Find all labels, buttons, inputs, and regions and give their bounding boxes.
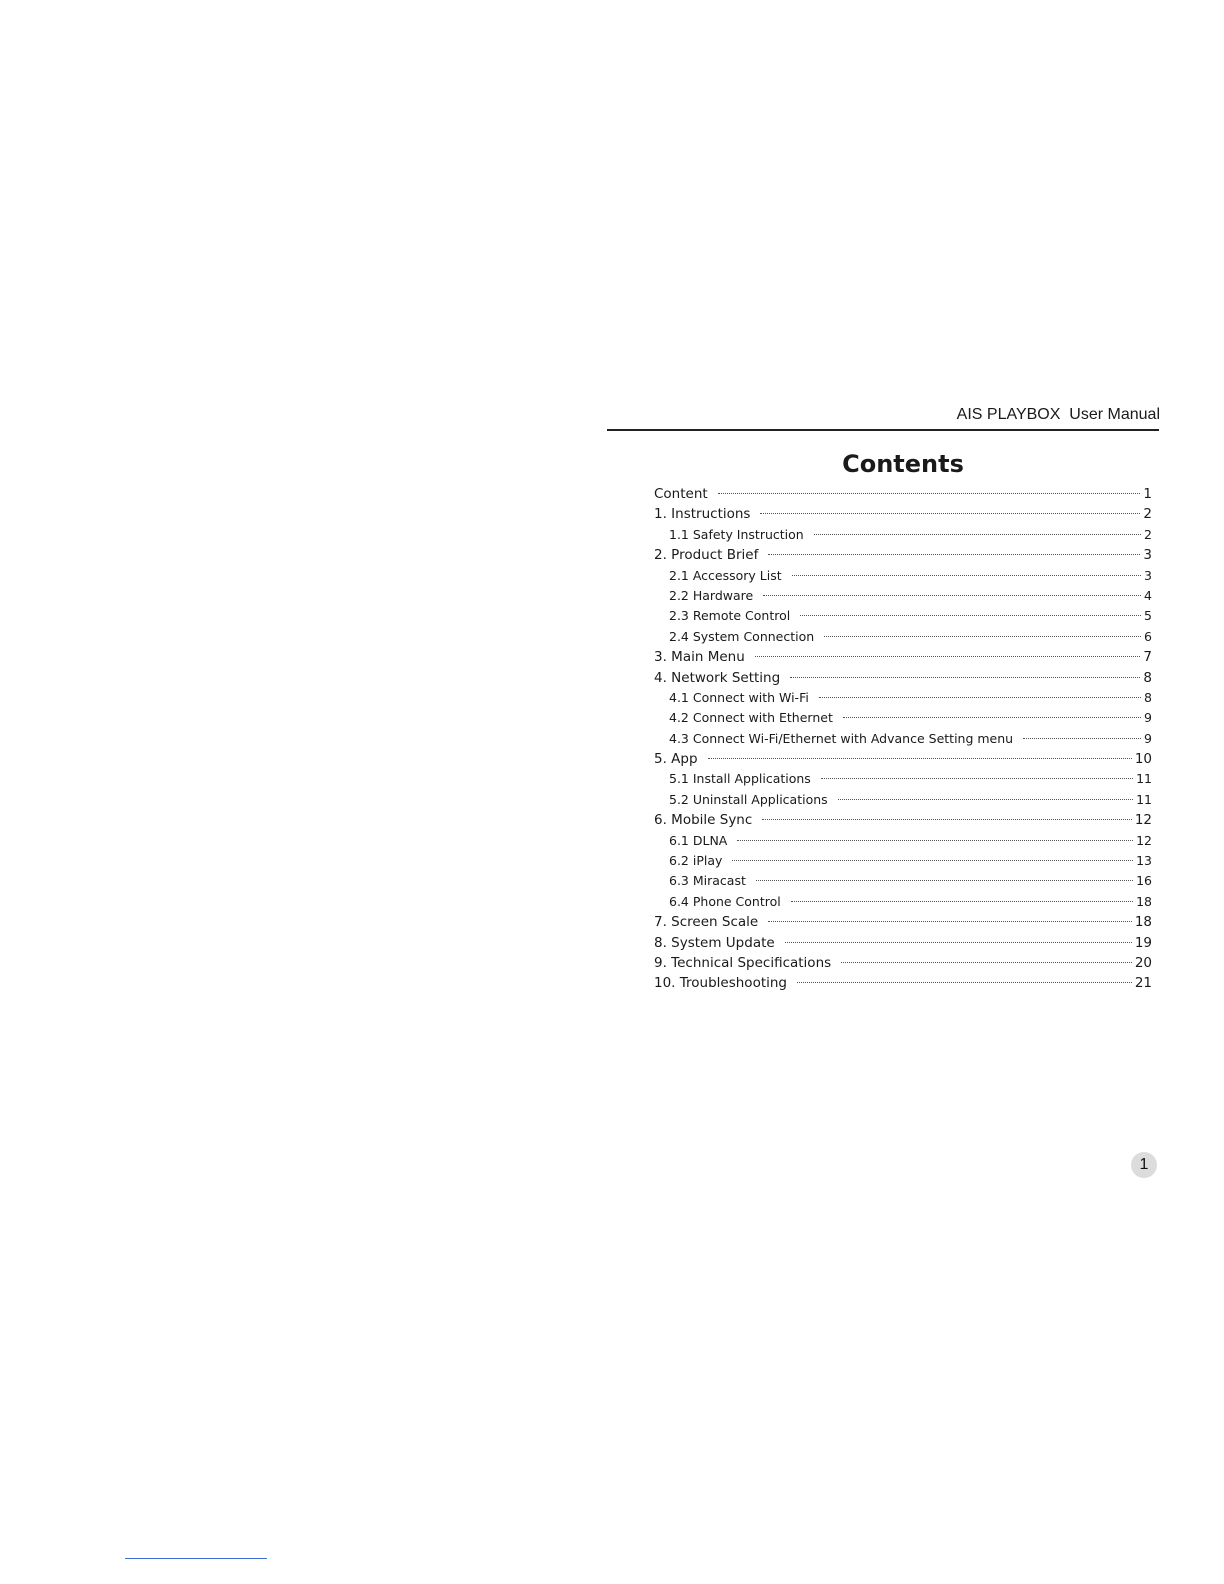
toc-entry-page: 20 [1134, 954, 1152, 971]
toc-subentry[interactable] [654, 831, 1152, 851]
toc-entry-page: 11 [1136, 771, 1152, 787]
toc-entry-label: 9. Technical Specifications [654, 954, 832, 971]
toc-entry[interactable] [654, 810, 1152, 830]
toc-entry-label: 2.4 System Connection [669, 628, 815, 644]
toc-leader-dots [762, 819, 1132, 820]
toc-entry-page: 3 [1143, 547, 1152, 564]
toc-leader-dots [843, 717, 1141, 718]
toc-entry-label: 5. App [654, 751, 698, 768]
toc-entry-page: 18 [1136, 893, 1152, 909]
manual-header-title: AIS PLAYBOX User Manual [956, 406, 1160, 423]
toc-entry-label: 1.1 Safety Instruction [669, 526, 804, 542]
toc-entry-page: 12 [1134, 812, 1152, 829]
toc-subentry[interactable] [654, 606, 1152, 626]
toc-subentry[interactable] [654, 729, 1152, 749]
toc-entry[interactable] [654, 668, 1152, 688]
toc-leader-dots [814, 534, 1141, 535]
toc-leader-dots [763, 595, 1141, 596]
toc-entry[interactable] [654, 545, 1152, 565]
toc-leader-dots [708, 758, 1132, 759]
toc-entry-page: 19 [1134, 934, 1152, 951]
toc-entry-label: 4. Network Setting [654, 669, 781, 686]
toc-leader-dots [797, 982, 1132, 983]
toc-leader-dots [755, 656, 1141, 657]
toc-leader-dots [768, 554, 1140, 555]
toc-entry-page: 16 [1136, 873, 1152, 889]
toc-leader-dots [841, 962, 1132, 963]
toc-subentry[interactable] [654, 566, 1152, 586]
toc-entry[interactable] [654, 504, 1152, 524]
toc-entry-label: 2.3 Remote Control [669, 608, 791, 624]
toc-entry-label: 7. Screen Scale [654, 914, 759, 931]
toc-entry[interactable] [654, 973, 1152, 993]
toc-subentry[interactable] [654, 851, 1152, 871]
toc-entry-label: 1. Instructions [654, 506, 751, 523]
toc-leader-dots [819, 697, 1141, 698]
toc-leader-dots [1023, 738, 1141, 739]
toc-entry-page: 9 [1144, 710, 1152, 726]
toc-entry[interactable] [654, 647, 1152, 667]
toc-entry-page: 21 [1134, 975, 1152, 992]
toc-subentry[interactable] [654, 525, 1152, 545]
toc-subentry[interactable] [654, 627, 1152, 647]
toc-subentry[interactable] [654, 769, 1152, 789]
toc-entry-page: 8 [1144, 689, 1152, 705]
header-divider [607, 429, 1159, 431]
toc-entry-page: 7 [1143, 649, 1152, 666]
toc-entry-label: 3. Main Menu [654, 649, 745, 666]
toc-leader-dots [760, 513, 1140, 514]
toc-leader-dots [718, 493, 1141, 494]
toc-entry-label: 2.1 Accessory List [669, 567, 782, 583]
toc-subentry[interactable] [654, 708, 1152, 728]
toc-entry-page: 11 [1136, 791, 1152, 807]
toc-entry-page: 3 [1144, 567, 1152, 583]
toc-subentry[interactable] [654, 892, 1152, 912]
toc-entry-page: 5 [1144, 608, 1152, 624]
toc-entry-label: 6. Mobile Sync [654, 812, 753, 829]
toc-leader-dots [768, 921, 1132, 922]
toc-entry[interactable] [654, 953, 1152, 973]
page-number-badge: 1 [1131, 1152, 1157, 1178]
toc-entry-page: 9 [1144, 730, 1152, 746]
toc-entry-label: 10. Troubleshooting [654, 975, 787, 992]
toc-entry[interactable] [654, 912, 1152, 932]
toc-entry-label: 5.2 Uninstall Applications [669, 791, 828, 807]
toc-entry-label: 2. Product Brief [654, 547, 759, 564]
toc-leader-dots [737, 840, 1133, 841]
toc-entry-label: 5.1 Install Applications [669, 771, 811, 787]
toc-entry-page: 1 [1143, 486, 1152, 502]
toc-leader-dots [792, 575, 1141, 576]
toc-leader-dots [791, 901, 1133, 902]
toc-entry-label: 6.4 Phone Control [669, 893, 781, 909]
toc-entry-label: 2.2 Hardware [669, 587, 754, 603]
toc-entry-label: 4.3 Connect Wi-Fi/Ethernet with Advance Setting menu [669, 730, 1014, 746]
toc-leader-dots [824, 636, 1141, 637]
toc-entry-page: 6 [1144, 628, 1152, 644]
toc-subentry[interactable] [654, 586, 1152, 606]
toc-entry[interactable] [654, 933, 1152, 953]
toc-entry-label: 4.2 Connect with Ethernet [669, 710, 833, 726]
toc-entry-page: 8 [1143, 669, 1152, 686]
contents-heading: Contents [842, 450, 964, 478]
toc-entry-label: 6.1 DLNA [669, 832, 728, 848]
toc-entry[interactable] [654, 749, 1152, 769]
toc-leader-dots [785, 942, 1132, 943]
toc-entry-label: 4.1 Connect with Wi-Fi [669, 689, 809, 705]
toc-entry-label: 6.2 iPlay [669, 853, 723, 869]
toc-entry-label: Content [654, 486, 708, 502]
toc-leader-dots [790, 677, 1140, 678]
toc-entry-page: 13 [1136, 853, 1152, 869]
toc-entry-page: 10 [1134, 751, 1152, 768]
footnote-divider [125, 1558, 267, 1559]
toc-entry-page: 2 [1144, 526, 1152, 542]
toc-entry-page: 2 [1143, 506, 1152, 523]
toc-subentry[interactable] [654, 688, 1152, 708]
toc-leader-dots [732, 860, 1133, 861]
toc-leader-dots [821, 778, 1133, 779]
toc-entry-page: 4 [1144, 587, 1152, 603]
toc-entry[interactable] [654, 484, 1152, 504]
toc-entry-label: 6.3 Miracast [669, 873, 746, 889]
toc-subentry[interactable] [654, 790, 1152, 810]
toc-subentry[interactable] [654, 871, 1152, 891]
toc-entry-label: 8. System Update [654, 934, 775, 951]
toc-leader-dots [838, 799, 1133, 800]
toc-leader-dots [756, 880, 1133, 881]
toc-entry-page: 12 [1136, 832, 1152, 848]
table-of-contents [654, 484, 1152, 994]
toc-leader-dots [800, 615, 1141, 616]
toc-entry-page: 18 [1134, 914, 1152, 931]
